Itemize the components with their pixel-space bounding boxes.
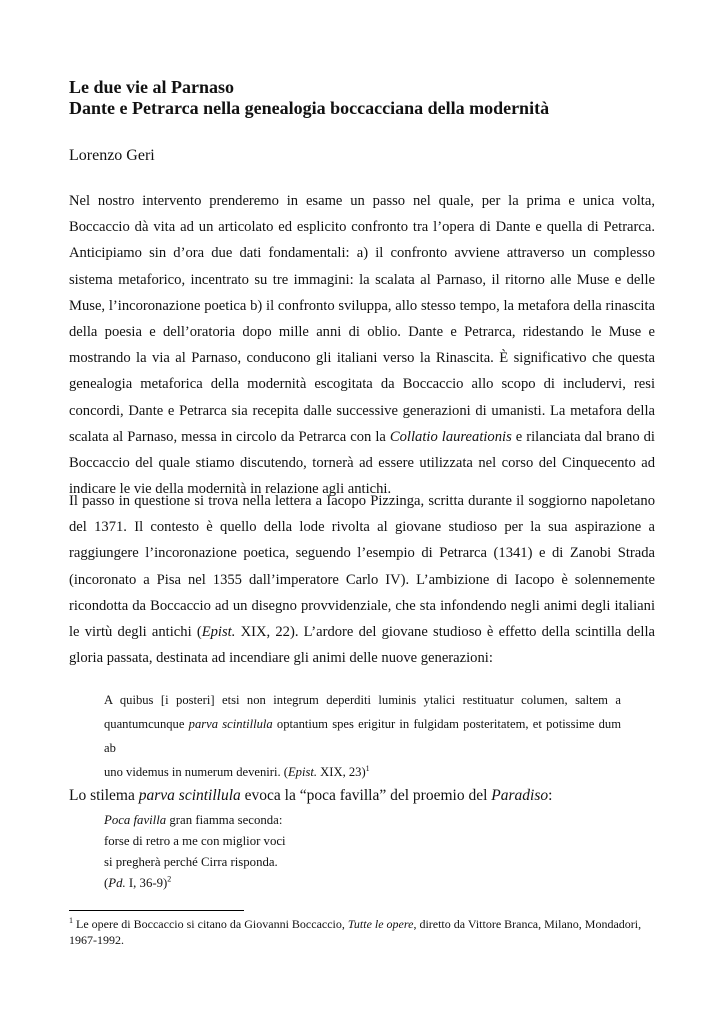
italic-phrase: parva scintillula — [188, 717, 273, 731]
verse-line — [104, 873, 286, 894]
block-quote — [104, 688, 621, 784]
text-line: Nel nostro intervento prenderemo in esame un passo nel quale, per la prima e unica volta, — [69, 193, 655, 209]
italic-title: Collatio laureationis — [389, 428, 512, 445]
footnote-divider — [69, 910, 244, 911]
text-line: sistema metaforico, incentrato su tre immagini: la scalata al Parnaso, il ritorno alle Muse e delle — [69, 271, 655, 288]
text-run: Le opere di Boccaccio si citano da Giovanni Boccaccio, — [73, 917, 348, 931]
paragraph-1 — [69, 188, 655, 502]
italic-title: Paradiso — [491, 787, 549, 804]
quote-line — [104, 712, 621, 760]
text-run: optantium spes erigitur in fulgidam posteritatem, et potissime dum ab — [104, 717, 621, 755]
title-block — [69, 77, 669, 119]
text-run: I, 36-9) — [125, 876, 168, 890]
text-line: Anticipiamo sin d’ora due dati fondamentali: a) il confronto avviene attraverso un complesso — [69, 245, 655, 262]
text-run: quantumcunque — [104, 717, 189, 731]
verse-line: forse di retro a me con miglior voci — [104, 834, 286, 848]
text-run: ( — [104, 876, 109, 890]
text-line: Boccaccio dà vita ad un articolato ed esplicito confronto tra l’opera di Dante e quella di Petrarca. — [69, 219, 655, 236]
italic-ref: Epist. — [287, 765, 318, 779]
text-line: della poesia e dell’oratoria dopo mille anni di oblio. Dante e Petrarca, ridestando le Muse e — [69, 324, 655, 341]
text-run: le virtù degli antichi ( — [69, 624, 202, 641]
footnote-number: 1 — [69, 916, 73, 925]
text-line: gloria passata, destinata ad incendiare gli animi delle nuove generazioni: — [69, 650, 493, 667]
text-run: gran fiamma seconda: — [166, 813, 283, 827]
text-line — [69, 424, 655, 450]
title-main: Le due vie al Parnaso — [69, 77, 234, 97]
italic-ref: Epist. — [201, 624, 236, 641]
text-line: (incoronato a Pisa nel 1355 dall’imperatore Carlo IV). L’ambizione di Iacopo è solennemente — [69, 571, 655, 588]
text-line: Boccaccio del quale stiamo discutendo, tornerà ad essere utilizzata nel corso del Cinquecento ad — [69, 455, 655, 472]
text-line: Il passo in questione si trova nella lettera a Iacopo Pizzinga, scritta durante il soggiorno napoletano — [69, 493, 655, 509]
text-line: raggiungere l’incoronazione poetica, seguendo l’esempio di Petrarca (1341) e di Zanobi Strada — [69, 545, 655, 562]
quote-line — [104, 760, 621, 784]
paragraph-2 — [69, 488, 655, 671]
text-line: concordi, Dante e Petrarca sia recepita dalle successive generazioni di umanisti. La metafora della — [69, 402, 655, 419]
italic-title: Tutte le opere — [347, 917, 414, 931]
italic-phrase: parva scintillula — [138, 787, 241, 804]
quote-line: A quibus [i posteri] etsi non integrum deperditi luminis ytalici restituatur columen, saltem a — [104, 693, 621, 707]
italic-phrase: Poca favilla — [104, 813, 167, 827]
text-run: uno videmus in numerum deveniri. ( — [104, 765, 288, 779]
text-run: : — [548, 787, 553, 804]
footnote-ref[interactable]: 2 — [167, 874, 172, 884]
text-run: e rilanciata dal brano di — [511, 428, 655, 445]
text-run: XIX, 23) — [317, 765, 366, 779]
verse-line — [104, 810, 286, 831]
footnote-1 — [69, 916, 659, 948]
text-line — [69, 619, 655, 645]
text-line: ricondotta da Boccaccio ad un disegno provvidenziale, che sta infondendo negli animi degli italiani — [69, 597, 655, 614]
text-line: mostrando la via al Parnaso, conducono gli italiani verso la Rinascita. È significativo che questa — [69, 350, 655, 367]
text-run: XIX, 22). L’ardore del giovane studioso è effetto della scintilla della — [235, 624, 655, 641]
verse-line: si pregherà perché Cirra risponda. — [104, 855, 278, 869]
text-run: scalata al Parnaso, messa in circolo da Petrarca con la — [69, 428, 390, 445]
verse-quote — [104, 810, 286, 894]
footnote-ref[interactable]: 1 — [365, 763, 370, 773]
text-line: Muse, l’incoronazione poetica b) il confronto sviluppa, allo stesso tempo, la metafora della rinascita — [69, 297, 655, 314]
stilema-sentence — [69, 785, 552, 807]
text-run: Lo stilema — [69, 787, 139, 804]
text-line: genealogia metaforica della modernità escogitata da Boccaccio allo scopo di includervi, resi — [69, 376, 655, 393]
text-run: evoca la “poca favilla” del proemio del — [240, 787, 492, 804]
author-name: Lorenzo Geri — [69, 147, 155, 164]
text-run: , diretto da Vittore Branca, Milano, Mondadori, 1967-1992. — [69, 917, 642, 947]
italic-ref: Pd. — [108, 876, 126, 890]
title-subtitle: Dante e Petrarca nella genealogia boccacciana della modernità — [69, 98, 550, 118]
text-line: del 1371. Il contesto è quello della lode rivolta al giovane studioso per la sua aspirazione a — [69, 519, 655, 536]
text-line: indicare le vie della modernità in relazione agli antichi. — [69, 481, 392, 498]
